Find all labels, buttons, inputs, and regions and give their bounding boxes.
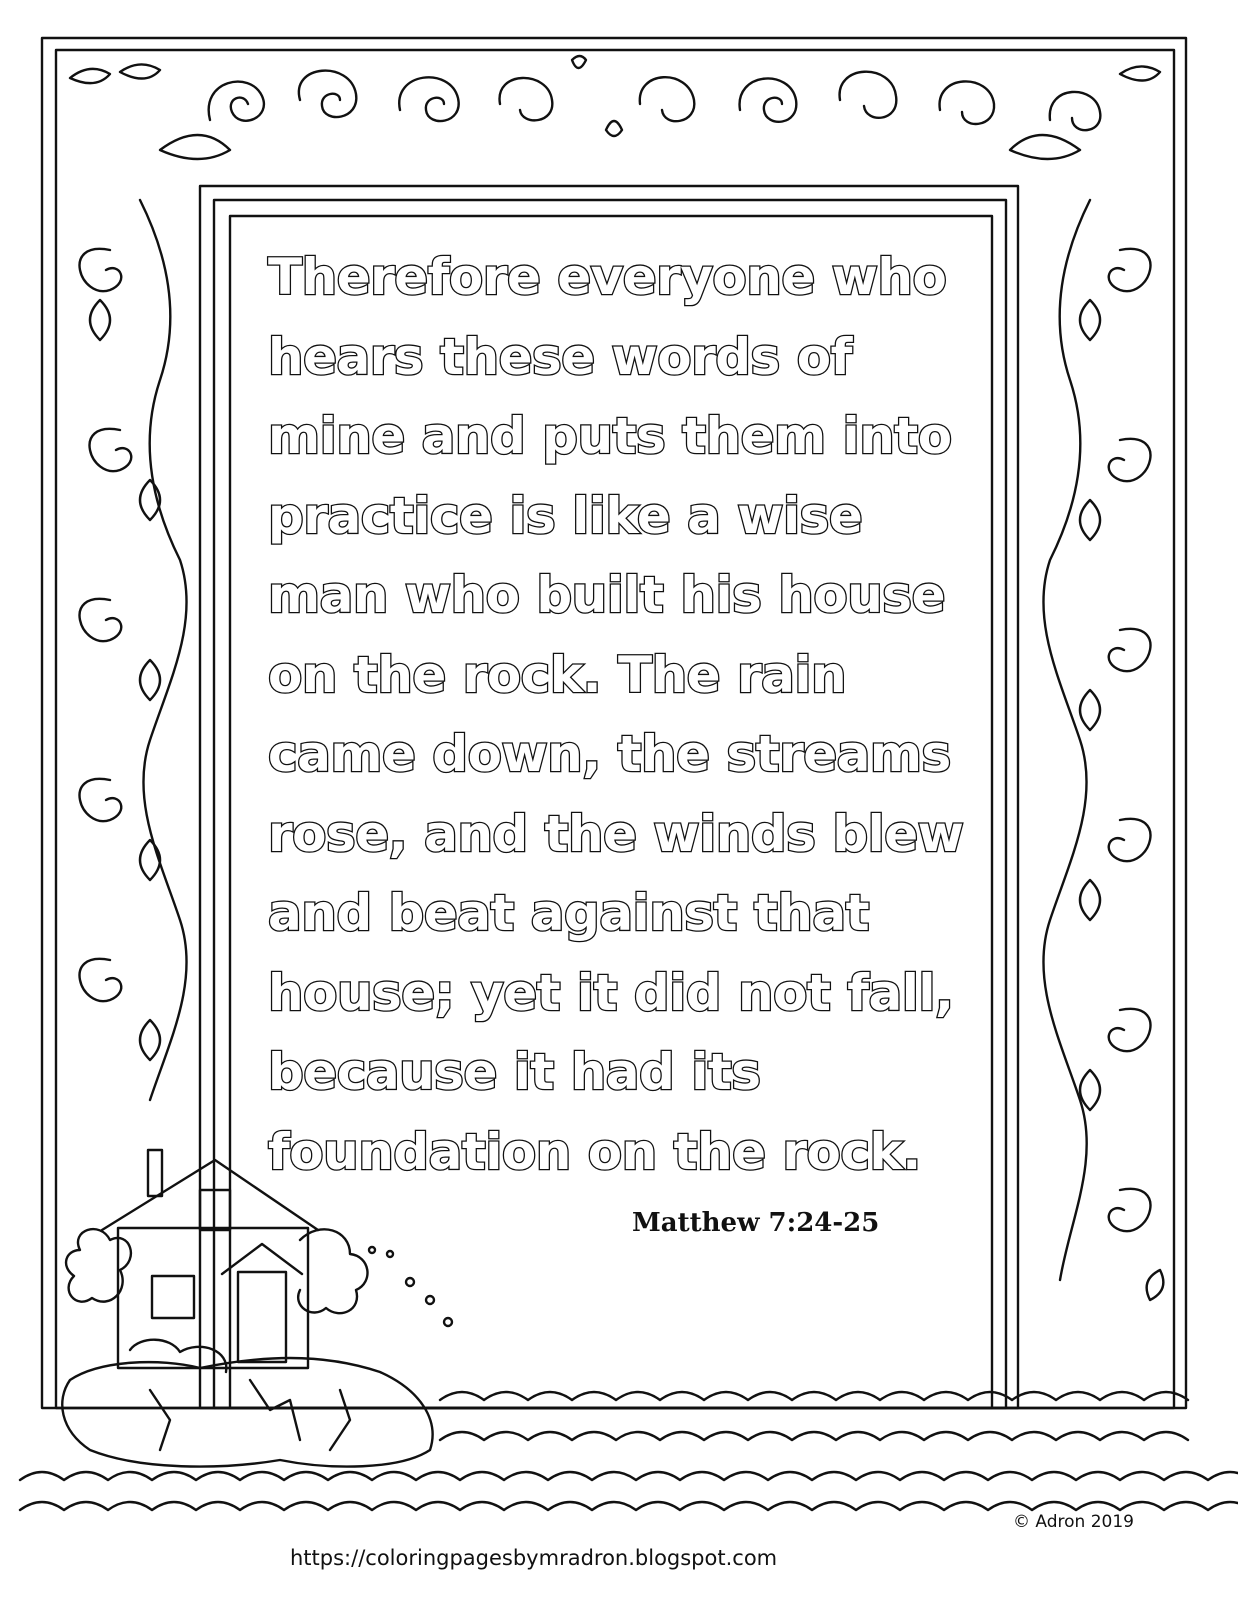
rocks (62, 1358, 432, 1467)
verse-line: mine and puts them into (268, 407, 952, 465)
wave-line (20, 1472, 1238, 1480)
verse-line: rose, and the winds blew (268, 804, 964, 863)
verse-line: man who built his house (268, 566, 945, 624)
verse-line: and beat against that (268, 884, 869, 942)
copyright-notice: © Adron 2019 (1013, 1512, 1134, 1532)
verse-line: practice is like a wise (268, 486, 863, 545)
water-waves (20, 1392, 1238, 1510)
verse-line: because it had its (268, 1043, 761, 1101)
verse-line: hears these words of (268, 327, 852, 386)
right-border-swirls (1043, 200, 1163, 1300)
wave-line (440, 1392, 1188, 1400)
bible-verse (268, 238, 988, 1192)
wave-line (440, 1432, 1188, 1440)
verse-line: foundation on the rock. (268, 1122, 921, 1181)
verse-reference: Matthew 7:24-25 (632, 1208, 880, 1238)
verse-line: came down, the streams (268, 725, 951, 783)
verse-line: Therefore everyone who (268, 248, 947, 306)
verse-line: house; yet it did not fall, (268, 963, 954, 1022)
left-border-swirls (80, 200, 187, 1100)
top-border-swirls (70, 56, 1160, 159)
bushes (66, 1229, 452, 1372)
verse-line: on the rock. The rain (268, 645, 847, 704)
website-url: https://coloringpagesbymradron.blogspot.com (290, 1546, 778, 1570)
wave-line (20, 1502, 1238, 1510)
